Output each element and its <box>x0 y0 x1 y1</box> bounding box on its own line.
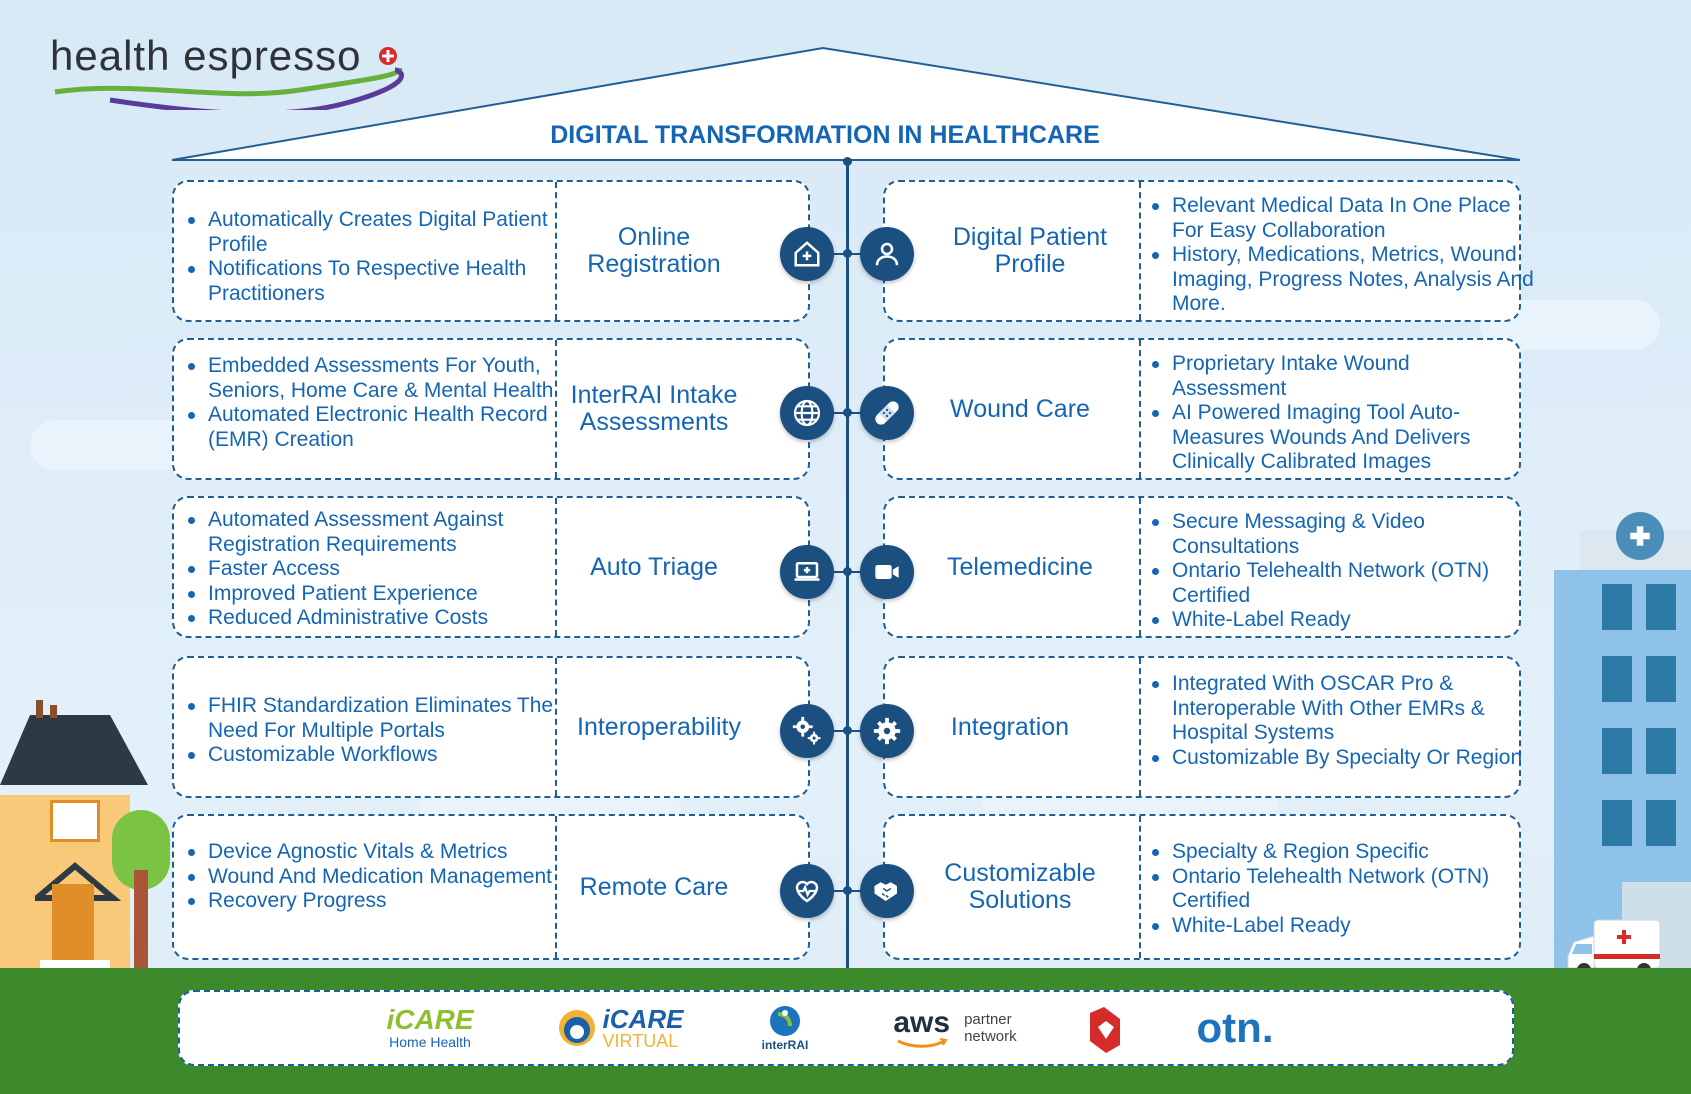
bullet: Relevant Medical Data In One Place For Easy Collaboration <box>1172 194 1542 243</box>
bandage-icon <box>860 386 914 440</box>
bullet: Specialty & Region Specific <box>1172 840 1532 865</box>
bullet: Embedded Assessments For Youth, Seniors, Home Care & Mental Health <box>208 354 558 403</box>
red-hand-logo <box>1080 1002 1130 1058</box>
bullet: Recovery Progress <box>208 889 558 914</box>
otn-logo: otn. <box>1196 1004 1274 1051</box>
bullet: Automated Assessment Against Registration Requirements <box>208 508 558 557</box>
card-telemedicine <box>883 496 1521 638</box>
house-plus-icon <box>780 227 834 281</box>
user-icon <box>860 227 914 281</box>
page-title: DIGITAL TRANSFORMATION IN HEALTHCARE <box>550 121 1100 149</box>
feature-title: Auto Triage <box>590 552 718 581</box>
tree-illustration <box>112 810 172 970</box>
bullet: Notifications To Respective Health Practitioners <box>208 257 558 306</box>
gear-icon <box>860 704 914 758</box>
partner-logo-bar <box>178 990 1514 1066</box>
card-integration <box>883 656 1521 798</box>
cogs-icon <box>780 704 834 758</box>
feature-title: Telemedicine <box>947 552 1093 581</box>
bullet: Automatically Creates Digital Patient Profile <box>208 208 558 257</box>
laptop-medical-icon <box>780 545 834 599</box>
video-camera-icon <box>860 545 914 599</box>
bullet: Ontario Telehealth Network (OTN) Certified <box>1172 865 1532 914</box>
bullet: Wound And Medication Management <box>208 865 558 890</box>
bullet: Faster Access <box>208 557 558 582</box>
bullet: Customizable By Specialty Or Region <box>1172 746 1532 771</box>
bullet: AI Powered Imaging Tool Auto-Measures Wounds And Delivers Clinically Calibrated Images <box>1172 401 1522 475</box>
card-interoperability <box>172 656 810 798</box>
bullet: Proprietary Intake Wound Assessment <box>1172 352 1522 401</box>
bullet: Secure Messaging & Video Consultations <box>1172 510 1532 559</box>
feature-title: Online Registration <box>587 223 721 278</box>
feature-title: Customizable Solutions <box>944 859 1096 914</box>
card-auto-triage <box>172 496 810 638</box>
feature-title: Remote Care <box>579 872 729 901</box>
card-customizable-solutions <box>883 814 1521 960</box>
bullet: Improved Patient Experience <box>208 582 558 607</box>
bullet: White-Label Ready <box>1172 608 1532 633</box>
bullet: Customizable Workflows <box>208 743 558 768</box>
feature-title: Wound Care <box>950 394 1090 423</box>
feature-title: Integration <box>950 712 1070 741</box>
bullet: FHIR Standardization Eliminates The Need For Multiple Portals <box>208 694 558 743</box>
bullet: Integrated With OSCAR Pro & Interoperable With Other EMRs & Hospital Systems <box>1172 672 1532 746</box>
logo-text: health espresso <box>50 32 362 79</box>
bullet: History, Medications, Metrics, Wound Imaging, Progress Notes, Analysis And More. <box>1172 243 1542 317</box>
bullet: Device Agnostic Vitals & Metrics <box>208 840 558 865</box>
feature-title: InterRAI Intake Assessments <box>570 381 738 436</box>
hospital-illustration <box>1554 500 1691 980</box>
aws-partner-network-logo: aws partner network <box>893 1006 1017 1045</box>
globe-icon <box>780 386 834 440</box>
icare-virtual-logo: iCARE VIRTUAL <box>550 998 690 1058</box>
interrai-logo: interRAI <box>740 996 830 1060</box>
bullet: Reduced Administrative Costs <box>208 606 558 631</box>
card-interrai-intake <box>172 338 810 480</box>
heart-pulse-icon <box>780 864 834 918</box>
bullet: Automated Electronic Health Record (EMR) Creation <box>208 403 558 452</box>
bullet: Ontario Telehealth Network (OTN) Certified <box>1172 559 1532 608</box>
feature-title: Digital Patient Profile <box>952 223 1108 278</box>
card-wound-care <box>883 338 1521 480</box>
card-digital-patient-profile <box>883 180 1534 322</box>
card-remote-care <box>172 814 810 960</box>
icare-home-health-logo: iCARE Home Health <box>386 1004 474 1050</box>
bullet: White-Label Ready <box>1172 914 1532 939</box>
handshake-icon <box>860 864 914 918</box>
feature-title: Interoperability <box>577 712 741 741</box>
card-online-registration <box>172 180 810 322</box>
